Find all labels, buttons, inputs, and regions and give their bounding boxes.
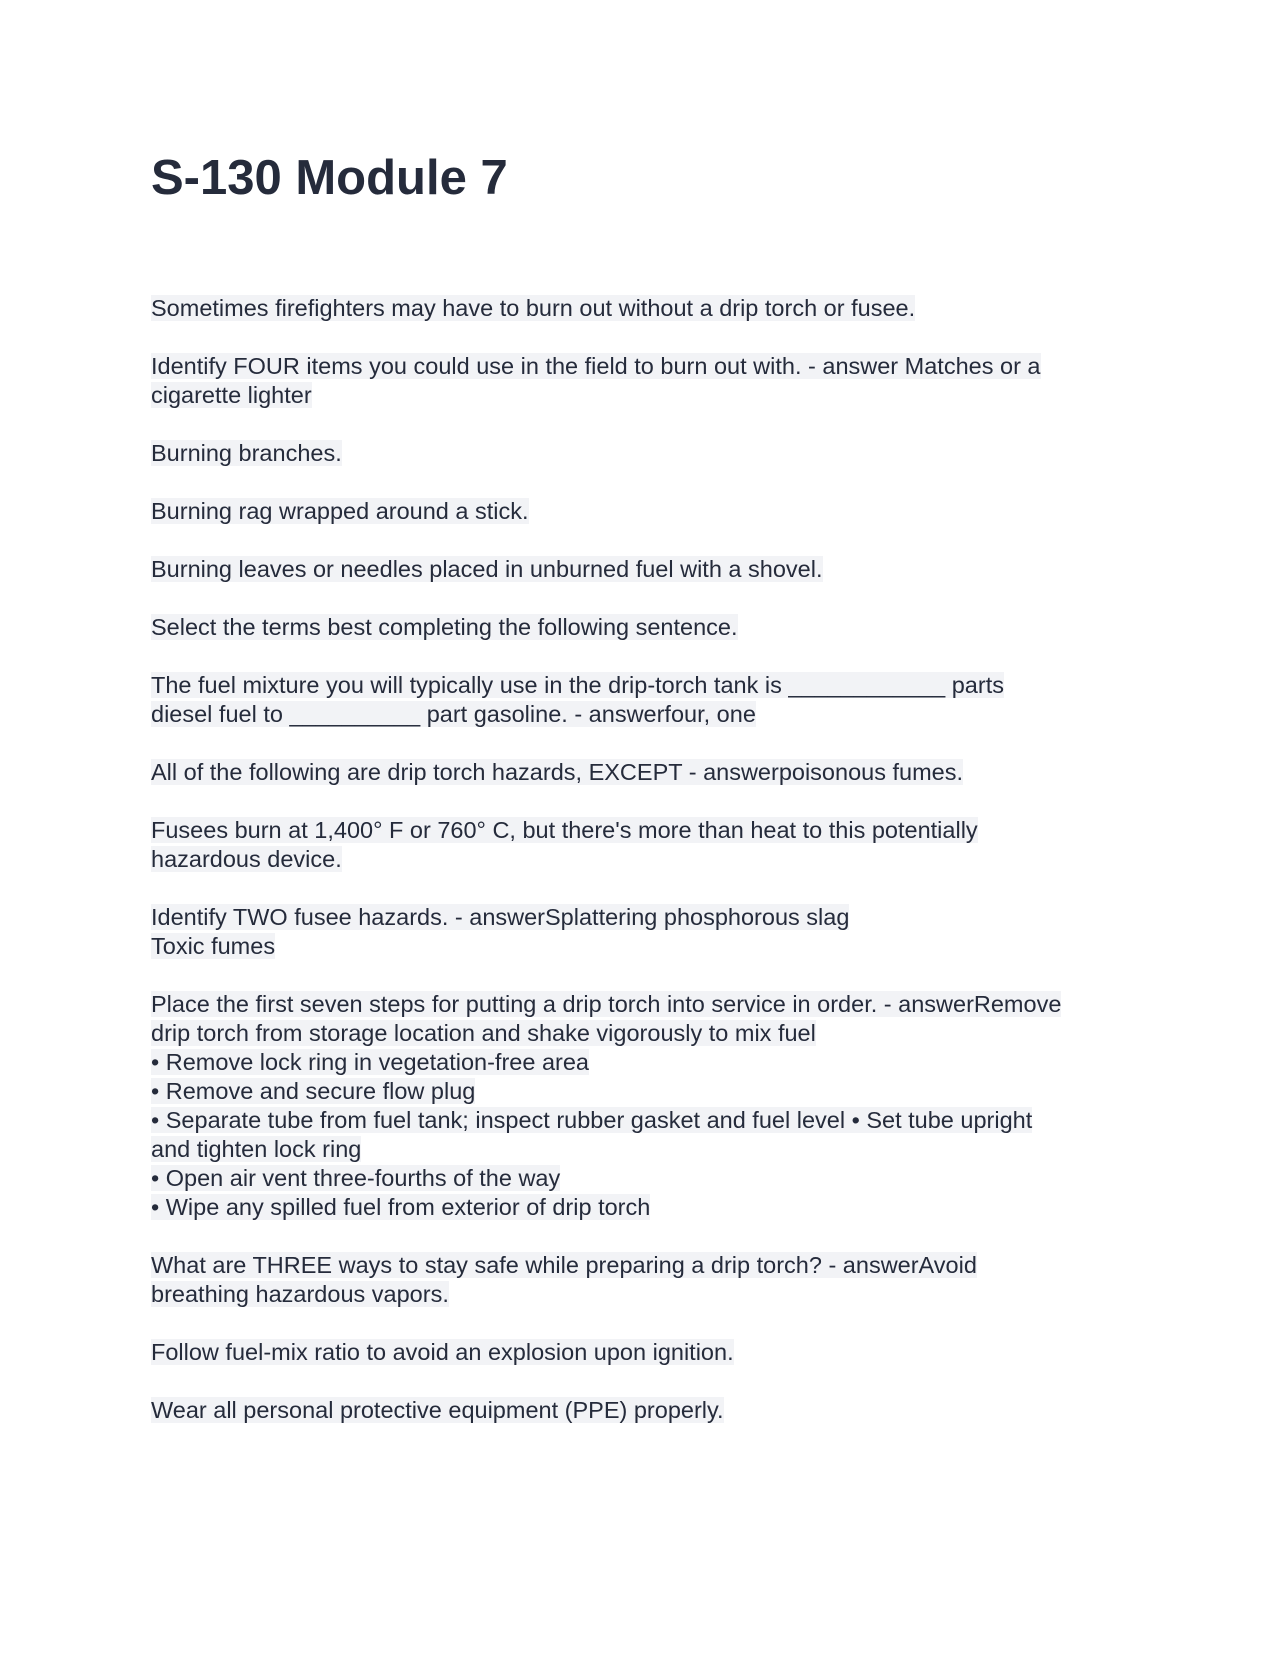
list-item: • Open air vent three-fourths of the way xyxy=(151,1165,561,1191)
list-item: • Separate tube from fuel tank; inspect rubber gasket and fuel level • Set tube upright xyxy=(151,1107,1033,1133)
paragraph-1 xyxy=(151,294,1136,323)
paragraph-12 xyxy=(151,1251,1136,1309)
text-line: cigarette lighter xyxy=(151,382,312,408)
text-line: breathing hazardous vapors. xyxy=(151,1281,449,1307)
paragraph-14 xyxy=(151,1396,1136,1425)
text-line: Sometimes firefighters may have to burn out without a drip torch or fusee. xyxy=(151,295,916,321)
text-line: Select the terms best completing the following sentence. xyxy=(151,614,738,640)
text-line: Identify TWO fusee hazards. - answerSplattering phosphorous slag xyxy=(151,904,850,930)
paragraph-3 xyxy=(151,439,1136,468)
page-title: S-130 Module 7 xyxy=(151,151,508,205)
paragraph-2 xyxy=(151,352,1136,410)
text-line: diesel fuel to __________ part gasoline. - answerfour, one xyxy=(151,701,756,727)
paragraph-9 xyxy=(151,816,1136,874)
paragraph-11 xyxy=(151,990,1136,1222)
text-line: What are THREE ways to stay safe while preparing a drip torch? - answerAvoid xyxy=(151,1252,977,1278)
text-line: The fuel mixture you will typically use in the drip-torch tank is ____________ parts xyxy=(151,672,1004,698)
list-item: • Wipe any spilled fuel from exterior of drip torch xyxy=(151,1194,651,1220)
list-item: and tighten lock ring xyxy=(151,1136,362,1162)
text-line: Follow fuel-mix ratio to avoid an explosion upon ignition. xyxy=(151,1339,734,1365)
text-line: Burning branches. xyxy=(151,440,342,466)
paragraph-5 xyxy=(151,555,1136,584)
paragraph-4 xyxy=(151,497,1136,526)
text-line: All of the following are drip torch hazards, EXCEPT - answerpoisonous fumes. xyxy=(151,759,964,785)
text-line: Fusees burn at 1,400° F or 760° C, but there's more than heat to this potentially xyxy=(151,817,978,843)
list-item: • Remove lock ring in vegetation-free area xyxy=(151,1049,589,1075)
text-line: Burning rag wrapped around a stick. xyxy=(151,498,529,524)
text-line: hazardous device. xyxy=(151,846,342,872)
paragraph-6 xyxy=(151,613,1136,642)
list-item: • Remove and secure flow plug xyxy=(151,1078,476,1104)
text-line: Toxic fumes xyxy=(151,933,276,959)
paragraph-13 xyxy=(151,1338,1136,1367)
text-line: Place the first seven steps for putting a drip torch into service in order. - answerRemove xyxy=(151,991,1062,1017)
text-line: drip torch from storage location and shake vigorously to mix fuel xyxy=(151,1020,816,1046)
paragraph-7 xyxy=(151,671,1136,729)
text-line: Wear all personal protective equipment (PPE) properly. xyxy=(151,1397,724,1423)
paragraph-8 xyxy=(151,758,1136,787)
paragraph-10 xyxy=(151,903,1136,961)
text-line: Identify FOUR items you could use in the field to burn out with. - answer Matches or a xyxy=(151,353,1041,379)
text-line: Burning leaves or needles placed in unburned fuel with a shovel. xyxy=(151,556,823,582)
document-body xyxy=(151,294,1136,1454)
